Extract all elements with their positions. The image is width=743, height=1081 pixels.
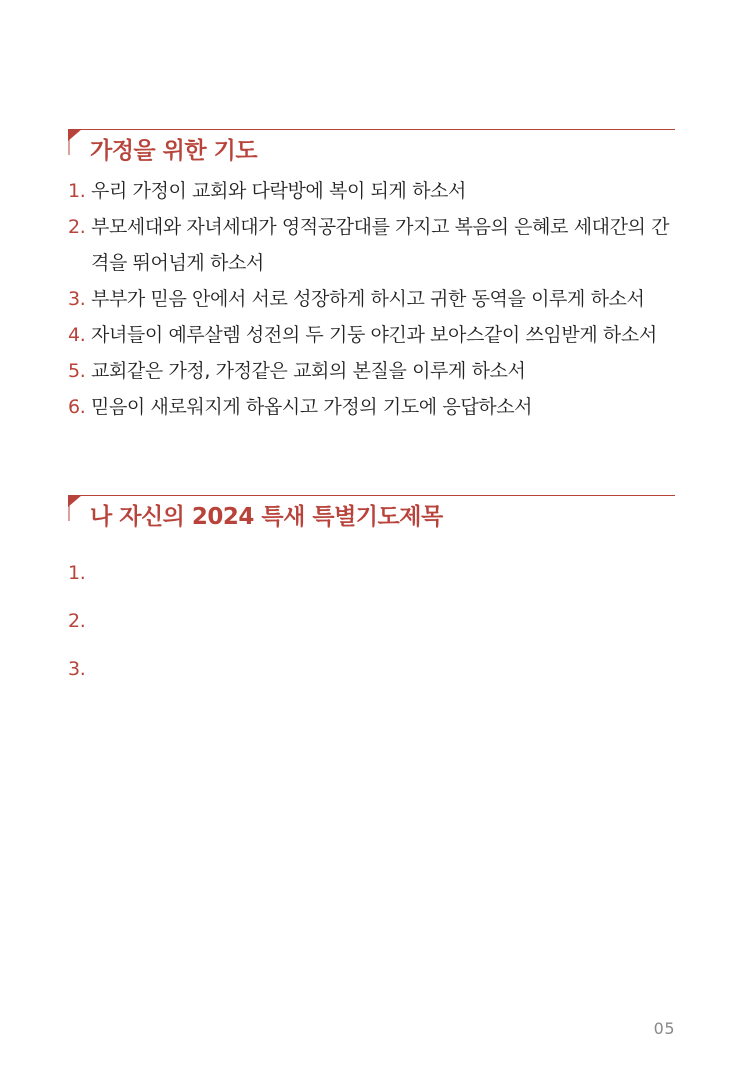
item-number: 3.: [68, 288, 86, 310]
item-text: 부부가 믿음 안에서 서로 성장하게 하시고 귀한 동역을 이루게 하소서: [91, 288, 645, 310]
section-divider: [74, 129, 675, 130]
item-number: 4.: [68, 324, 86, 346]
list-item: [68, 645, 675, 693]
section-header: [68, 495, 675, 539]
list-item: [68, 389, 675, 425]
list-item: [68, 353, 675, 389]
item-text: 자녀들이 예루살렘 성전의 두 기둥 야긴과 보아스같이 쓰임받게 하소서: [91, 324, 657, 346]
item-text: 우리 가정이 교회와 다락방에 복이 되게 하소서: [91, 180, 466, 202]
section-title: 가정을 위한 기도: [90, 138, 258, 164]
item-text: 교회같은 가정, 가정같은 교회의 본질을 이루게 하소서: [91, 360, 526, 382]
prayer-list: [68, 173, 675, 425]
item-number: 1.: [68, 562, 86, 584]
item-number: 2.: [68, 610, 86, 632]
list-item: [68, 317, 675, 353]
section-header: [68, 129, 675, 173]
corner-bracket-icon: [68, 495, 82, 521]
item-number: 1.: [68, 180, 86, 202]
item-text: 믿음이 새로워지게 하옵시고 가정의 기도에 응답하소서: [91, 396, 533, 418]
list-item: [68, 173, 675, 209]
section-personal-prayer: [68, 495, 675, 693]
list-item: [68, 549, 675, 597]
section-title: 나 자신의 2024 특새 특별기도제목: [90, 504, 443, 530]
list-item: [68, 597, 675, 645]
item-number: 2.: [68, 216, 86, 238]
item-number: 3.: [68, 658, 86, 680]
list-item: [68, 209, 675, 281]
corner-bracket-icon: [68, 129, 82, 155]
personal-prayer-list: [68, 549, 675, 693]
item-number: 6.: [68, 396, 86, 418]
item-number: 5.: [68, 360, 86, 382]
item-text: 부모세대와 자녀세대가 영적공감대를 가지고 복음의 은혜로 세대간의 간격을 뛰어넘게 하소서: [91, 216, 670, 274]
list-item: [68, 281, 675, 317]
section-family-prayer: [68, 129, 675, 425]
page-number: 05: [653, 1019, 675, 1038]
section-divider: [74, 495, 675, 496]
